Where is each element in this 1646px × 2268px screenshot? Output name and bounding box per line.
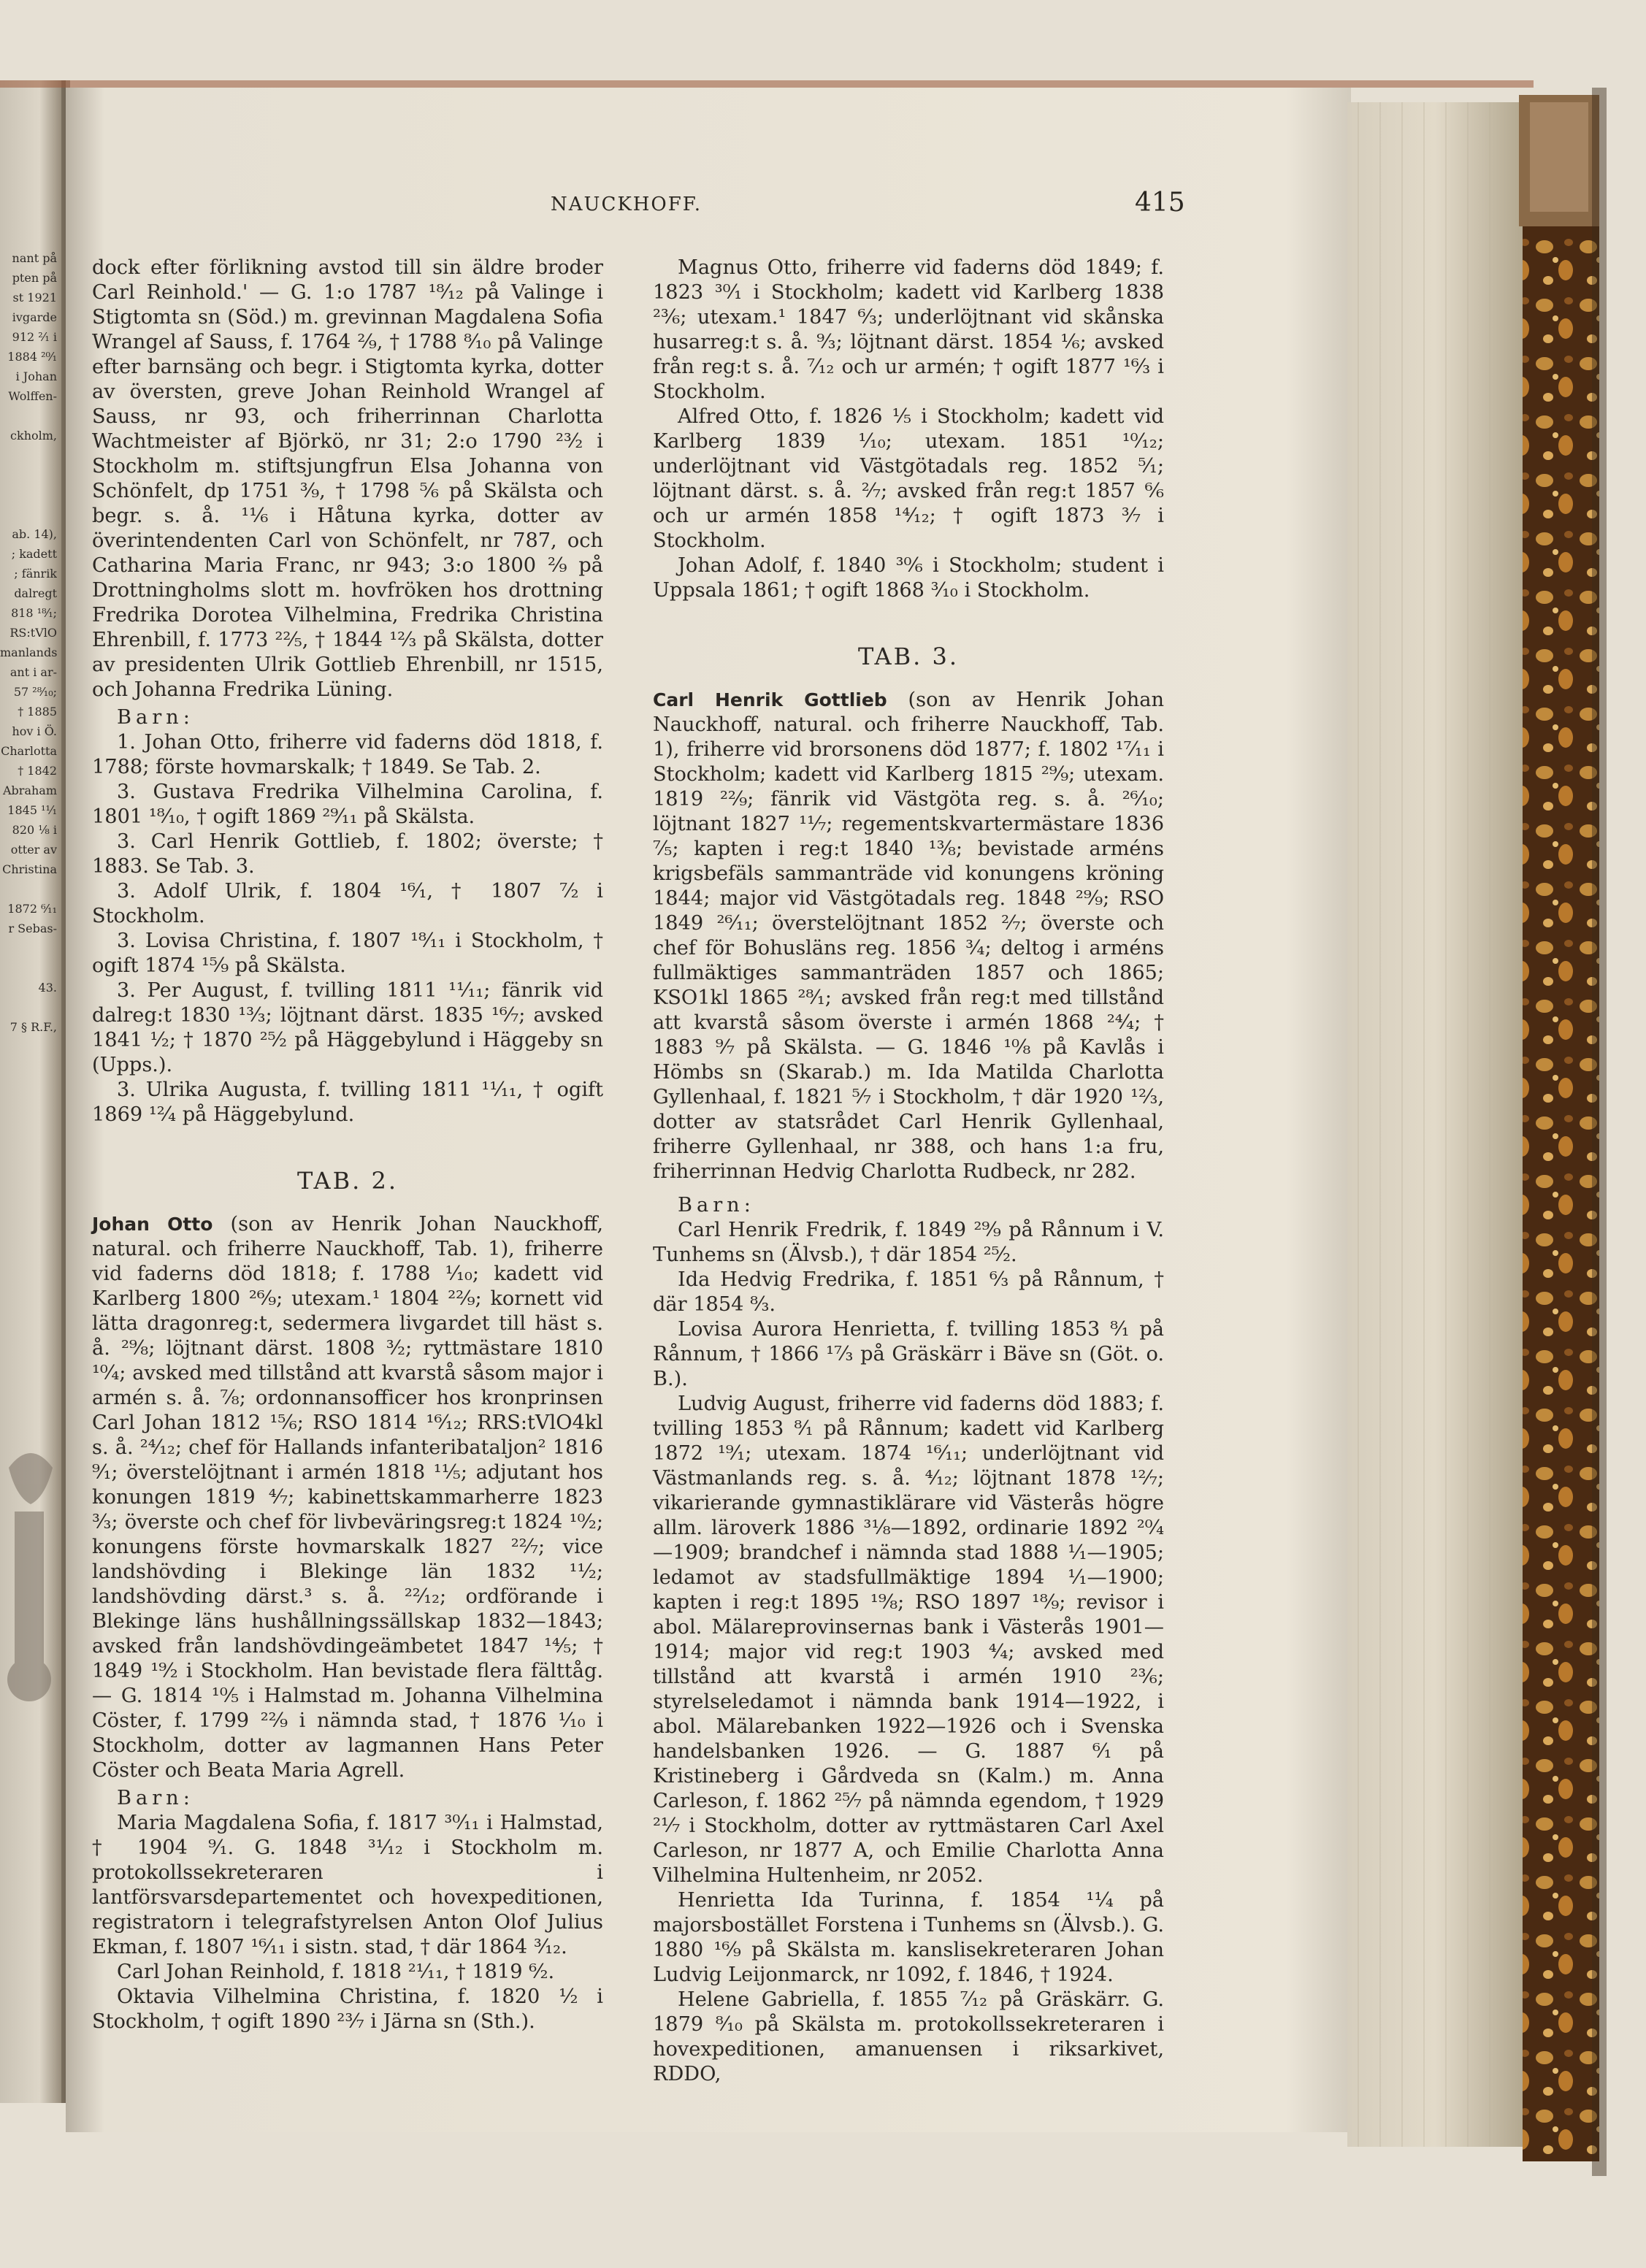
barn-label: Barn: [117, 706, 194, 729]
running-head-title: NAUCKHOFF. [551, 194, 703, 215]
book-page [76, 117, 1345, 2205]
tab2-entry [92, 1212, 603, 1783]
child-entry: Alfred Otto, f. 1826 ¹⁄₅ i Stockholm; kadett vid Karlberg 1839 ¹⁄₁₀; utexam. 1851 ¹⁰⁄₁₂; underlöjtnant vid Västgötadals reg. 1852 ⁵⁄₁; löjtnant därst. s. å. ²⁄₇; avsked från reg:t 1857 ⁶⁄₆ och ur armén 1858 ¹⁴⁄₁₂; † ogift 1873 ³⁄₇ i Stockholm. [653, 405, 1164, 552]
gutter-fragment: ant i ar- [9, 665, 57, 679]
child-entry: 3. Carl Henrik Gottlieb, f. 1802; överste; † 1883. Se Tab. 3. [92, 830, 603, 878]
gutter-fragment [0, 505, 57, 524]
gutter-fragment: 912 ²⁄₁ i [12, 330, 57, 344]
gutter-fragment: pten på [12, 271, 57, 285]
tab3-text: (son av Henrik Johan Nauckhoff, natural. och friherre Nauckhoff, Tab. 1), friherre vid brorsonens död 1877; f. 1802 ¹⁷⁄₁₁ i Stockholm; kadett vid Karlberg 1815 ²⁹⁄₉; utexam. 1819 ²²⁄₉; fänrik vid Västgöta reg. s. å. ²⁶⁄₁₀; löjtnant 1827 ¹¹⁄₇; regementskvartermästare 1836 ⁷⁄₅; kapten i reg:t 1840 ¹³⁄₈; bevistade arméns krigsbefäls sammanträde vid konungens kröning 1844; major vid Västgötadals reg. 1848 ²⁹⁄₉; RSO 1849 ²⁶⁄₁₁; överstelöjtnant 1852 ²⁄₇; överste och chef för Bohusläns reg. 1856 ³⁄₄; deltog i arméns fullmäktiges sammanträden 1857 och 1865; KSO1kl 1865 ²⁸⁄₁; avsked från reg:t med tillstånd att kvarstå såsom överste i armén 1868 ²⁴⁄₄; † 1883 ⁹⁄₇ på Skälsta. — G. 1846 ¹⁰⁄₈ på Kavlås i Hömbs sn (Skarab.) m. Ida Matilda Charlotta Gyllenhaal, f. 1821 ⁵⁄₇ i Stockholm, † där 1920 ¹²⁄₃, dotter av statsrådet Carl Henrik Gyllenhaal, friherre Gyllenhaal, nr 388, och hans 1:a fru, friherrinnan Hedvig Charlotta Rudbeck, nr 282. [653, 689, 1165, 1183]
child-entry: 3. Gustava Fredrika Vilhelmina Carolina, f. 1801 ¹⁸⁄₁₀, † ogift 1869 ²⁹⁄₁₁ på Skälsta. [92, 781, 603, 828]
child-entry: Magnus Otto, friherre vid faderns död 1849; f. 1823 ³⁰⁄₁ i Stockholm; kadett vid Karlberg 1838 ²³⁄₆; utexam.¹ 1847 ⁶⁄₃; underlöjtnant vid skånska husarreg:t s. å. ⁹⁄₃; löjtnant därst. 1854 ¹⁄₆; avsked från reg:t s. å. ⁷⁄₁₂ och ur armén; † ogift 1877 ¹⁶⁄₃ i Stockholm. [653, 256, 1164, 403]
child-entry: 3. Per August, f. tvilling 1811 ¹¹⁄₁₁; fänrik vid dalreg:t 1830 ¹³⁄₃; löjtnant därst. 1835 ¹⁶⁄₇; avsked 1841 ¹⁄₂; † 1870 ²⁵⁄₂ på Häggebylund i Häggeby sn (Upps.). [92, 979, 603, 1076]
gutter-fragment [0, 485, 57, 505]
child-entry: Johan Adolf, f. 1840 ³⁰⁄₆ i Stockholm; student i Uppsala 1861; † ogift 1868 ³⁄₁₀ i Stockholm. [653, 554, 1164, 602]
tab3-barn-label: Barn: [678, 1194, 755, 1217]
gutter-fragment [0, 445, 57, 465]
gutter-fragment [0, 938, 57, 958]
right-column [653, 256, 1164, 2087]
gutter-fragment: ivgarde [12, 310, 57, 324]
gutter-fragment: manlands [0, 645, 57, 659]
opening-paragraph: dock efter förlikning avstod till sin äldre broder Carl Reinhold.' — G. 1:o 1787 ¹⁸⁄₁₂ på Valinge i Stigtomta sn (Söd.) m. grevinnan Magdalena Sofia Wrangel af Sauss, f. 1764 ²⁄₉, † 1788 ⁸⁄₁₀ på Valinge efter barnsäng och begr. i Stigtomta kyrka, dotter av översten, greve Johan Reinhold Wrangel af Sauss, nr 93, och friherrinnan Charlotta Wachtmeister af Björkö, nr 31; 2:o 1790 ²³⁄₂ i Stockholm m. stiftsjungfrun Elsa Johanna von Schönfelt, dp 1751 ³⁄₉, † 1798 ⁵⁄₆ på Skälsta och begr. s. å. ¹¹⁄₆ i Håtuna kyrka, dotter av överintendenten Carl von Schönfelt, nr 787, och Catharina Maria Franc, nr 943; 3:o 1800 ²⁄₉ på Drottningholms slott m. hovfröken hos drottning Fredrika Dorotea Vilhelmina, Fredrika Christina Ehrenbill, f. 1773 ²²⁄₅, † 1844 ¹²⁄₃ på Skälsta, dotter av presidenten Ulrik Gottlieb Ehrenbill, nr 1515, och Johanna Fredrika Lüning. [92, 256, 603, 701]
child-entry: Carl Henrik Fredrik, f. 1849 ²⁹⁄₉ på Rånnum i V. Tunhems sn (Älvsb.), † där 1854 ²⁵⁄₂. [653, 1219, 1164, 1266]
gutter-fragment: † 1885 [18, 705, 57, 719]
gutter-fragment [0, 406, 57, 426]
child-entry: 3. Lovisa Christina, f. 1807 ¹⁸⁄₁₁ i Stockholm, † ogift 1874 ¹⁵⁄₉ på Skälsta. [92, 930, 603, 977]
tab3-entry [653, 688, 1164, 1184]
gutter-fragment: otter av [10, 843, 57, 857]
child-entry: Oktavia Vilhelmina Christina, f. 1820 ¹⁄₂ i Stockholm, † ogift 1890 ²³⁄₇ i Järna sn (Sth.). [92, 1985, 603, 2033]
tab2-name: Johan Otto [92, 1214, 213, 1235]
facing-page-fragments [0, 248, 57, 1037]
gutter-fragment: 7 § R.F., [9, 1020, 57, 1034]
tab3-children-list [653, 1218, 1164, 2087]
tab2-barn-label: Barn: [117, 1787, 194, 1809]
gutter-fragment: Abraham [3, 784, 57, 797]
gutter-fragment: 1884 ²⁰⁄₁ [7, 350, 57, 364]
continued-children-list [653, 256, 1164, 603]
gutter-fragment: 1872 ⁶⁄₁₁ [7, 902, 57, 916]
gutter-fragment: † 1842 [18, 764, 57, 778]
children-list [92, 730, 603, 1127]
gutter-fragment: dalregt [14, 586, 57, 600]
gutter-fragment: Charlotta [1, 744, 57, 758]
left-column [92, 256, 603, 2034]
child-entry: Helene Gabriella, f. 1855 ⁷⁄₁₂ på Gräskärr. G. 1879 ⁸⁄₁₀ på Skälsta m. protokollssekreteraren i hovexpeditionen, amanuensen i riksarkivet, RDDO, [653, 1988, 1164, 2085]
child-entry: 3. Adolf Ulrik, f. 1804 ¹⁶⁄₁, † 1807 ⁷⁄₂ i Stockholm. [92, 880, 603, 927]
child-entry: Henrietta Ida Turinna, f. 1854 ¹¹⁄₄ på majorsbostället Forstena i Tunhems sn (Älvsb.). G. 1880 ¹⁶⁄₉ på Skälsta m. kanslisekreteraren Johan Ludvig Leijonmarck, nr 1092, f. 1846, † 1924. [653, 1889, 1164, 1986]
gutter-fragment: i Johan [15, 369, 57, 383]
gutter-fragment: 818 ¹⁸⁄₁; [11, 606, 57, 620]
gutter-fragment: 1845 ¹¹⁄₁ [7, 803, 57, 817]
child-entry: 1. Johan Otto, friherre vid faderns död 1818, f. 1788; förste hovmarskalk; † 1849. Se Tab. 2. [92, 731, 603, 778]
page-number: 415 [1135, 188, 1185, 218]
gutter-fragment [0, 879, 57, 899]
gutter-fragment [0, 997, 57, 1017]
gutter-fragment: 57 ²⁸⁄₁₀; [13, 685, 57, 699]
tab2-heading: TAB. 2. [296, 1167, 399, 1195]
gutter-fragment: Christina [2, 862, 57, 876]
child-entry: Ida Hedvig Fredrika, f. 1851 ⁶⁄₃ på Rånnum, † där 1854 ⁸⁄₃. [653, 1268, 1164, 1316]
gutter-fragment: ; fänrik [14, 567, 57, 581]
child-entry: Lovisa Aurora Henrietta, f. tvilling 1853 ⁸⁄₁ på Rånnum, † 1866 ¹⁷⁄₃ på Gräskärr i Bäve sn (Göt. o. B.). [653, 1318, 1164, 1390]
gutter-fragment: nant på [12, 251, 57, 265]
gutter-fragment: ; kadett [11, 547, 57, 561]
running-head [76, 188, 1345, 223]
gutter-fragment: ckholm, [10, 429, 57, 443]
gutter-fragment: 820 ¹⁄₈ i [12, 823, 57, 837]
tab2-text: (son av Henrik Johan Nauckhoff, natural. och friherre Nauckhoff, Tab. 1), friherre vid faderns död 1818; f. 1788 ¹⁄₁₀; kadett vid Karlberg 1800 ²⁶⁄₉; utexam.¹ 1804 ²²⁄₉; kornett vid lätta dragonreg:t, sedermera livgardet till häst s. å. ²⁹⁄₈; löjtnant därst. 1808 ³⁄₂; ryttmästare 1810 ¹⁰⁄₄; avsked med tillstånd att kvarstå såsom major i armén s. å. ⁷⁄₈; ordonnansofficer hos kronprinsen Carl Johan 1812 ¹⁵⁄₆; RSO 1814 ¹⁶⁄₁₂; RRS:tVlO4kl s. å. ²⁴⁄₁₂; chef för Hallands infanteribataljon² 1816 ⁹⁄₁; överstelöjtnant i armén 1818 ¹¹⁄₅; adjutant hos konungen 1819 ⁴⁄₇; kabinettskammarherre 1823 ³⁄₃; överste och chef för livbeväringsreg:t 1824 ¹⁰⁄₂; konungens förste hovmarskalk 1827 ²²⁄₇; vice landshövding i Blekinge län 1832 ¹¹⁄₂; landshövding därst.³ s. å. ²²⁄₁₂; ordförande i Blekinge läns hushållningssällskap 1832—1843; avsked från landshövdingeämbetet 1847 ¹⁴⁄₅; † 1849 ¹⁹⁄₂ i Stockholm. Han bevistade flera fälttåg. — G. 1814 ¹⁰⁄₅ i Halmstad m. Johanna Vilhelmina Cöster, f. 1799 ²²⁄₉ i nämnda stad, † 1876 ¹⁄₁₀ i Stockholm, dotter av lagmannen Hans Peter Cöster och Beata Maria Agrell. [92, 1213, 603, 1782]
gutter-fragment: Wolffen- [8, 389, 57, 403]
tab3-name: Carl Henrik Gottlieb [653, 689, 887, 710]
gutter-fragment: RS:tVlO [9, 626, 57, 640]
child-entry: 3. Ulrika Augusta, f. tvilling 1811 ¹¹⁄₁₁, † ogift 1869 ¹²⁄₄ på Häggebylund. [92, 1079, 603, 1126]
gutter-fragment: st 1921 [12, 291, 57, 304]
child-entry: Ludvig August, friherre vid faderns död 1883; f. tvilling 1853 ⁸⁄₁ på Rånnum; kadett vid Karlberg 1872 ¹⁹⁄₁; utexam. 1874 ¹⁶⁄₁₁; underlöjtnant vid Västmanlands reg. s. å. ⁴⁄₁₂; löjtnant 1878 ¹²⁄₇; vikarierande gymnastiklärare vid Västerås högre allm. läroverk 1886 ³¹⁄₈—1892, ordinarie 1892 ²⁰⁄₄—1909; brandchef i nämnda stad 1888 ¹⁄₁—1905; ledamot av stadsfullmäktige 1894 ¹⁄₁—1900; kapten i reg:t 1895 ¹⁹⁄₈; RSO 1897 ¹⁸⁄₉; revisor i abol. Mälareprovinsernas bank i Västerås 1901—1914; major vid reg:t 1903 ⁴⁄₄; avsked med tillstånd att kvarstå i armén 1910 ²³⁄₆; styrelseledamot i nämnda bank 1914—1922, i abol. Mälarebanken 1922—1926 och i Svenska handelsbanken 1926. — G. 1887 ⁶⁄₁ på Kristineberg i Gårdveda sn (Kalm.) m. Anna Carleson, f. 1862 ²⁵⁄₇ på nämnda egendom, † 1929 ²¹⁄₇ i Stockholm, dotter av ryttmästaren Carl Axel Carleson, nr 1877 A, och Emilie Charlotta Anna Vilhelmina Hultenheim, nr 2052. [653, 1392, 1164, 1887]
gutter-fragment [0, 958, 57, 978]
child-entry: Maria Magdalena Sofia, f. 1817 ³⁰⁄₁₁ i Halmstad, † 1904 ⁹⁄₁. G. 1848 ³¹⁄₁₂ i Stockholm m. protokollssekreteraren i lantförsvarsdepartementet och hovexpeditionen, registratorn i telegrafstyrelsen Anton Olof Julius Ekman, f. 1807 ¹⁶⁄₁₁ i sistn. stad, † där 1864 ³⁄₁₂. [92, 1812, 603, 1958]
gutter-fragment: ab. 14), [12, 527, 57, 541]
gutter-fragment: r Sebas- [8, 922, 57, 935]
tab2-children-list [92, 1811, 603, 2034]
gutter-fragment [0, 465, 57, 485]
gutter-fragment: hov i Ö. [12, 724, 57, 738]
tab3-heading: TAB. 3. [857, 643, 960, 670]
gutter-fragment: 43. [38, 981, 57, 995]
child-entry: Carl Johan Reinhold, f. 1818 ²¹⁄₁₁, † 1819 ⁶⁄₂. [117, 1961, 555, 1983]
